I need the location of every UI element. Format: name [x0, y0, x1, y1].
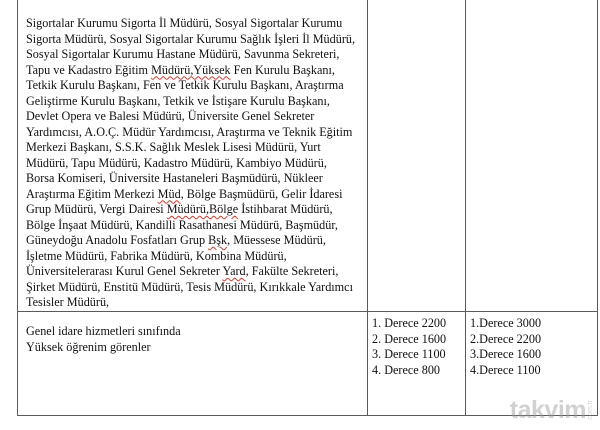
- text-segment: Borsa Komiseri, Üniversite Hastaneleri Başmüdürü, Nükleer: [26, 171, 323, 185]
- text-segment: Güneydoğu Anadolu Fosfatları Grup: [26, 233, 209, 247]
- underlined-segment: Müdürü,Yüksek: [151, 62, 231, 77]
- titles-line: [26, 78, 367, 94]
- text-segment: , Müessese Müdürü,: [227, 233, 326, 247]
- titles-line: [26, 125, 367, 141]
- text-segment: Yardımcısı, A.O.Ç. Müdür Yardımcısı, Araştırma ve Teknik Eğitim: [26, 124, 353, 139]
- titles-line: [26, 187, 367, 203]
- titles-line: [26, 156, 367, 172]
- titles-line: [26, 94, 367, 110]
- category-line: Genel idare hizmetleri sınıfında: [26, 324, 181, 338]
- text-segment: Devlet Opera ve Balesi Müdürü, Üniversite Genel Sekreter: [26, 109, 315, 123]
- titles-line: [26, 32, 367, 48]
- grade-item: 4.Derece 1100: [470, 362, 541, 377]
- underlined-segment: Yard: [222, 264, 246, 278]
- titles-line: [26, 218, 367, 234]
- text-segment: Tetkik Kurulu Başkanı, Fen ve Tetkik Kurulu Başkanı, Araştırma: [26, 78, 344, 92]
- grade-item: 2.Derece 2200: [470, 331, 542, 346]
- text-segment: Bölge İnşaat Müdürü, Kandilli Rasathanesi Müdürü, Başmüdür,: [26, 217, 338, 232]
- titles-line: [26, 140, 367, 156]
- underlined-segment: Müd: [157, 186, 181, 201]
- text-segment: , Fakülte Sekreteri,: [245, 264, 339, 278]
- text-segment: , Bölge Başmüdürü, Gelir İdaresi: [180, 186, 343, 201]
- titles-line: [26, 109, 367, 125]
- grade-item: 1. Derece 2200: [372, 316, 447, 330]
- underlined-segment: Müdürü,Bölge: [166, 202, 239, 216]
- text-segment: Fen Kurulu Başkanı,: [230, 62, 335, 77]
- titles-line: [26, 202, 367, 218]
- text-segment: Tesisler Müdürü,: [26, 295, 110, 309]
- grades-a-cell: [368, 312, 466, 416]
- text-segment: Sigortalar Kurumu Sigorta İl Müdürü, Sosyal Sigortalar Kurumu: [26, 16, 343, 30]
- grade-item: 1.Derece 3000: [470, 316, 542, 330]
- titles-cell: [18, 0, 368, 312]
- titles-list: [18, 0, 367, 311]
- text-segment: Araştırma Eğitim Merkezi: [26, 186, 158, 201]
- titles-line: [26, 249, 367, 265]
- text-segment: Geliştirme Kurulu Başkanı, Tetkik ve İstişare Kurulu Başkanı,: [26, 93, 330, 108]
- watermark-word: takvim: [509, 396, 586, 424]
- titles-line: [26, 264, 367, 280]
- text-segment: Şirket Müdürü, Enstitü Müdürü, Tesis Müdürü, Kırıkkale Yardımcı: [26, 279, 353, 294]
- text-segment: Sosyal Sigortalar Kurumu Hastane Müdürü, Savunma Sekreteri,: [26, 47, 340, 61]
- personnel-table: [17, 0, 598, 416]
- text-segment: Müdürü, Tapu Müdürü, Kadastro Müdürü, Kambiyo Müdürü,: [26, 155, 327, 170]
- table-row: [18, 0, 598, 312]
- takvim-watermark: [510, 396, 594, 425]
- grade-item: 3.Derece 1600: [470, 347, 542, 361]
- titles-line: [26, 16, 367, 32]
- empty-cell: [368, 0, 466, 312]
- text-segment: Tapu ve Kadastro Eğitim: [26, 62, 152, 77]
- category-cell: [18, 312, 368, 416]
- titles-line: [26, 280, 367, 296]
- text-segment: Grup Müdürü, Vergi Dairesi: [26, 202, 167, 216]
- titles-line: [26, 171, 367, 187]
- watermark-tld: .com.tr: [587, 399, 594, 421]
- text-segment: Üniversitelerarası Kurul Genel Sekreter: [26, 264, 223, 278]
- category-line: Yüksek öğrenim görenler: [26, 339, 151, 354]
- empty-cell: [466, 0, 598, 312]
- grade-item: 2. Derece 1600: [372, 331, 447, 346]
- text-segment: İstihbarat Müdürü,: [238, 202, 333, 216]
- text-segment: Merkezi Başkanı, S.S.K. Sağlık Meslek Lisesi Müdürü, Yurt: [26, 140, 321, 154]
- grade-item: 3. Derece 1100: [372, 347, 446, 361]
- grade-item: 4. Derece 800: [372, 362, 441, 377]
- text-segment: Sigorta Müdürü, Sosyal Sigortalar Kurumu Sağlık İşleri İl Müdürü,: [26, 31, 356, 46]
- titles-line: [26, 295, 367, 311]
- underlined-segment: Bşk: [208, 233, 228, 247]
- text-segment: İşletme Müdürü, Fabrika Müdürü, Kombina Müdürü,: [26, 248, 287, 263]
- titles-line: [26, 63, 367, 79]
- titles-line: [26, 233, 367, 249]
- titles-line: [26, 47, 367, 63]
